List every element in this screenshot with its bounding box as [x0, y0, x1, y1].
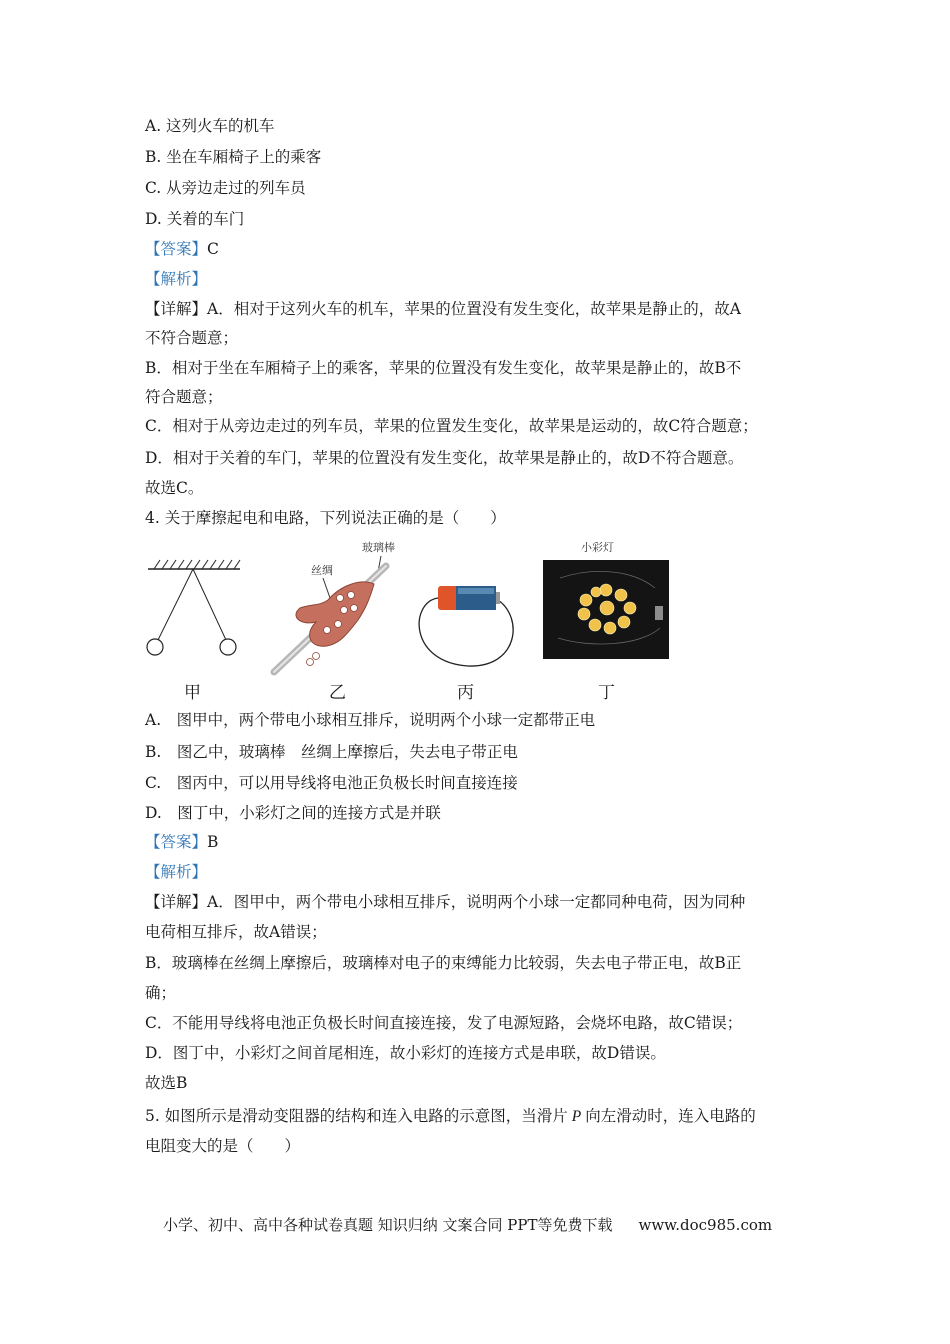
q4-detail-2: 电荷相互排斥，故A错误； — [145, 923, 327, 941]
q3-option-d: D. 关着的车门 — [145, 210, 245, 228]
q5-variable-p: P — [571, 1108, 582, 1125]
analysis-tag: 【解析】 — [145, 270, 208, 288]
figure-label-bing: 丙 — [457, 683, 474, 703]
page-footer — [163, 1214, 772, 1235]
analysis-tag: 【解析】 — [145, 863, 208, 881]
q4-detail-3: B．玻璃棒在丝绸上摩擦后，玻璃棒对电子的束缚能力比较弱，失去电子带正电，故B正 — [145, 954, 742, 972]
q4-answer — [145, 832, 218, 852]
q5-text-a: 5. 如图所示是滑动变阻器的结构和连入电路的示意图，当滑片 — [145, 1107, 568, 1125]
detail-tag: 【详解】 — [145, 893, 208, 911]
q5-text-b: 向左滑动时，连入电路的 — [585, 1107, 756, 1125]
q4-detail-7: 故选B — [145, 1074, 188, 1092]
figure-label-ding: 丁 — [598, 683, 615, 703]
q4-detail-5: C．不能用导线将电池正负极长时间直接连接，发了电源短路，会烧坏电路，故C错误； — [145, 1014, 743, 1032]
answer-tag: 【答案】 — [145, 833, 208, 851]
answer-value: B — [207, 833, 219, 851]
figure-jia-pendulums — [147, 560, 240, 655]
q3-detail-1 — [145, 299, 741, 319]
footer-text: 小学、初中、高中各种试卷真题 知识归纳 文案合同 PPT等免费下载 — [163, 1216, 613, 1234]
ball-right — [220, 639, 236, 655]
footer-url[interactable]: www.doc985.com — [638, 1216, 773, 1234]
label-small-lights: 小彩灯 — [581, 541, 614, 554]
q4-option-d: D. 图丁中，小彩灯之间的连接方式是并联 — [145, 804, 441, 822]
answer-tag: 【答案】 — [145, 240, 208, 258]
label-silk: 丝绸 — [311, 564, 333, 577]
figure-label-jia: 甲 — [184, 683, 201, 703]
q4-analysis — [145, 862, 207, 882]
q3-option-c: C. 从旁边走过的列车员 — [145, 179, 306, 197]
q3-detail-5: C．相对于从旁边走过的列车员，苹果的位置发生变化，故苹果是运动的，故C符合题意； — [145, 417, 758, 435]
q3-detail-2: 不符合题意； — [145, 329, 239, 347]
q3-detail-4: 符合题意； — [145, 388, 223, 406]
figure-bing-battery-circuit — [419, 586, 513, 666]
figure-yi-glass-rod-silk — [274, 540, 395, 672]
detail-text: A．图甲中，两个带电小球相互排斥，说明两个小球一定都同种电荷，因为同种 — [207, 893, 746, 911]
q3-analysis — [145, 269, 207, 289]
q4-detail-4: 确； — [145, 984, 177, 1002]
q3-answer — [145, 239, 219, 259]
q5-question-line-1 — [145, 1106, 756, 1127]
q4-detail-6: D．图丁中，小彩灯之间首尾相连，故小彩灯的连接方式是串联，故D错误。 — [145, 1044, 666, 1062]
detail-tag: 【详解】 — [145, 300, 208, 318]
figure-ding-small-lights — [543, 540, 669, 659]
answer-value: C — [207, 240, 219, 258]
detail-text: A．相对于这列火车的机车，苹果的位置没有发生变化，故苹果是静止的，故A — [207, 300, 741, 318]
ball-left — [147, 639, 163, 655]
q3-option-a: A. 这列火车的机车 — [145, 117, 275, 135]
figure-label-yi: 乙 — [329, 683, 346, 703]
q3-option-b: B. 坐在车厢椅子上的乘客 — [145, 148, 322, 166]
q4-option-b: B. 图乙中，玻璃棒 丝绸上摩擦后，失去电子带正电 — [145, 743, 518, 761]
q4-question: 4. 关于摩擦起电和电路，下列说法正确的是（ ） — [145, 509, 506, 527]
q4-figure — [140, 538, 680, 680]
q4-detail-1 — [145, 892, 745, 912]
q4-option-a: A. 图甲中，两个带电小球相互排斥，说明两个小球一定都带正电 — [145, 711, 596, 729]
q5-question-line-2: 电阻变大的是（ ） — [145, 1137, 301, 1155]
q3-detail-6: D．相对于关着的车门，苹果的位置没有发生变化，故苹果是静止的，故D不符合题意。 — [145, 449, 744, 467]
q4-option-c: C. 图丙中，可以用导线将电池正负极长时间直接连接 — [145, 774, 518, 792]
label-glass-rod: 玻璃棒 — [362, 541, 395, 554]
q3-detail-3: B．相对于坐在车厢椅子上的乘客，苹果的位置没有发生变化，故苹果是静止的，故B不 — [145, 359, 742, 377]
q3-detail-7: 故选C。 — [145, 479, 204, 497]
